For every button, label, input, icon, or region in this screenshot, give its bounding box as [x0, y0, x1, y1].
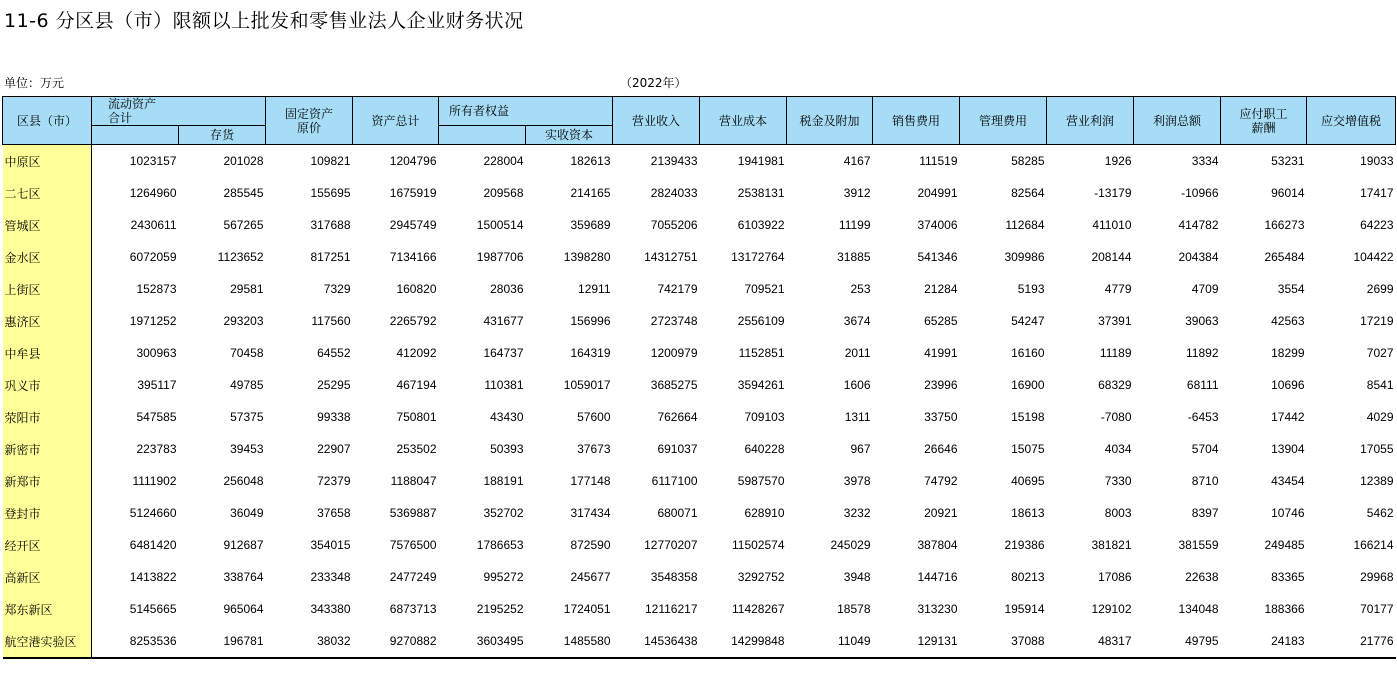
value-cell: 233348: [310, 570, 351, 584]
value-cell: 28036: [490, 282, 524, 296]
value-cell: 49785: [230, 378, 264, 392]
value-cell: 7134166: [389, 250, 437, 264]
value-cell: 912687: [223, 538, 264, 552]
value-cell: 343380: [310, 602, 351, 616]
value-cell: 1971252: [129, 314, 177, 328]
header-region: 区县（市）: [3, 97, 92, 145]
value-cell: -10966: [1181, 186, 1219, 200]
value-cell: 1606: [843, 378, 871, 392]
value-cell: 338764: [223, 570, 264, 584]
value-cell: 1311: [844, 410, 871, 424]
value-cell: 37673: [577, 442, 611, 456]
value-cell: 70458: [230, 346, 264, 360]
value-cell: 4029: [1366, 410, 1394, 424]
value-cell: 640228: [744, 442, 785, 456]
value-cell: 381821: [1091, 538, 1132, 552]
value-cell: 201028: [223, 154, 264, 168]
value-cell: 17442: [1271, 410, 1305, 424]
value-cell: 18613: [1011, 506, 1045, 520]
value-cell: 245029: [830, 538, 871, 552]
value-cell: 37658: [317, 506, 351, 520]
value-cell: 40695: [1011, 474, 1045, 488]
table-row: [3, 305, 1396, 337]
table-row: [3, 465, 1396, 497]
region-cell: 经开区: [3, 529, 92, 561]
value-cell: 112684: [1005, 218, 1045, 232]
value-cell: 1786653: [476, 538, 524, 552]
table-row: [3, 273, 1396, 305]
value-cell: 8397: [1191, 506, 1219, 520]
unit-label: 单位：万元: [4, 76, 65, 90]
value-cell: 160820: [396, 282, 437, 296]
value-cell: 42563: [1271, 314, 1305, 328]
value-cell: 3948: [843, 570, 871, 584]
table-row: [3, 561, 1396, 593]
value-cell: 164737: [483, 346, 524, 360]
region-cell: 上街区: [3, 273, 92, 305]
value-cell: 6873713: [389, 602, 437, 616]
value-cell: 3685275: [650, 378, 698, 392]
value-cell: 134048: [1178, 602, 1219, 616]
value-cell: 1398280: [563, 250, 611, 264]
value-cell: 54247: [1011, 314, 1045, 328]
header-equity-blank: [439, 126, 526, 145]
value-cell: 29581: [230, 282, 264, 296]
value-cell: 21284: [924, 282, 958, 296]
region-cell: 二七区: [3, 177, 92, 209]
table-row: [3, 209, 1396, 241]
header-admin: 管理费用: [960, 97, 1047, 145]
value-cell: 13172764: [731, 250, 785, 264]
value-cell: 43430: [490, 410, 524, 424]
value-cell: 5704: [1191, 442, 1219, 456]
value-cell: 11049: [787, 625, 873, 658]
value-cell: 8710: [1191, 474, 1219, 488]
region-cell: 荥阳市: [3, 401, 92, 433]
table-row: [3, 241, 1396, 273]
value-cell: 709103: [744, 410, 785, 424]
value-cell: 249485: [1264, 538, 1305, 552]
value-cell: 6481420: [129, 538, 177, 552]
value-cell: 37088: [960, 625, 1047, 658]
value-cell: 1413822: [129, 570, 177, 584]
value-cell: 352702: [483, 506, 524, 520]
value-cell: 11199: [838, 218, 871, 232]
value-cell: 317688: [310, 218, 351, 232]
value-cell: 541346: [917, 250, 958, 264]
value-cell: 1152851: [738, 346, 785, 360]
value-cell: 12770207: [644, 538, 698, 552]
value-cell: 8253536: [92, 625, 179, 658]
region-cell: 中牟县: [3, 337, 92, 369]
value-cell: 155695: [310, 186, 351, 200]
header-current-assets: 流动资产 合计: [92, 97, 266, 126]
value-cell: 58285: [1011, 154, 1045, 168]
value-cell: 1123652: [217, 250, 264, 264]
value-cell: 223783: [136, 442, 177, 456]
value-cell: 2011: [844, 346, 871, 360]
value-cell: 16160: [1011, 346, 1045, 360]
value-cell: 12389: [1360, 474, 1394, 488]
value-cell: 14299848: [700, 625, 787, 658]
value-cell: 21776: [1307, 625, 1396, 658]
region-cell: 登封市: [3, 497, 92, 529]
value-cell: 2556109: [737, 314, 785, 328]
value-cell: 204991: [917, 186, 958, 200]
value-cell: 5462: [1366, 506, 1394, 520]
value-cell: 467194: [396, 378, 437, 392]
value-cell: 83365: [1271, 570, 1305, 584]
value-cell: 709521: [744, 282, 785, 296]
value-cell: 2723748: [650, 314, 698, 328]
table-header: [3, 97, 1396, 145]
value-cell: 39063: [1185, 314, 1219, 328]
header-op-profit: 营业利润: [1047, 97, 1134, 145]
value-cell: 5145665: [129, 602, 177, 616]
value-cell: 8541: [1366, 378, 1394, 392]
value-cell: 6072059: [129, 250, 177, 264]
value-cell: 17086: [1098, 570, 1132, 584]
value-cell: 49795: [1134, 625, 1221, 658]
value-cell: 253: [850, 282, 871, 296]
value-cell: 7576500: [389, 538, 437, 552]
value-cell: 33750: [924, 410, 958, 424]
value-cell: 412092: [396, 346, 437, 360]
value-cell: 65285: [924, 314, 958, 328]
value-cell: 208144: [1091, 250, 1132, 264]
value-cell: 359689: [570, 218, 611, 232]
value-cell: 313230: [917, 602, 958, 616]
table-row: [3, 529, 1396, 561]
value-cell: 628910: [744, 506, 785, 520]
value-cell: 82564: [1011, 186, 1045, 200]
value-cell: 31885: [837, 250, 871, 264]
value-cell: 57600: [577, 410, 611, 424]
region-cell: 惠济区: [3, 305, 92, 337]
value-cell: 50393: [490, 442, 524, 456]
value-cell: 64223: [1360, 218, 1394, 232]
value-cell: 129102: [1091, 602, 1132, 616]
value-cell: 1188047: [390, 474, 437, 488]
value-cell: 387804: [917, 538, 958, 552]
header-selling: 销售费用: [873, 97, 960, 145]
value-cell: 195914: [1004, 602, 1045, 616]
value-cell: 164319: [570, 346, 611, 360]
value-cell: 129131: [873, 625, 960, 658]
value-cell: 2430611: [130, 218, 177, 232]
value-cell: 5193: [1017, 282, 1045, 296]
header-cost: 营业成本: [700, 97, 787, 145]
header-equity: 所有者权益: [439, 97, 613, 126]
page-title: 11-6 分区县（市）限额以上批发和零售业法人企业财务状况: [4, 10, 524, 32]
region-cell: 郑东新区: [3, 593, 92, 625]
value-cell: 293203: [223, 314, 264, 328]
header-revenue: 营业收入: [613, 97, 700, 145]
region-cell: 金水区: [3, 241, 92, 273]
value-cell: 228004: [483, 154, 524, 168]
value-cell: 2945749: [389, 218, 437, 232]
table-row: [3, 369, 1396, 401]
value-cell: 2538131: [737, 186, 785, 200]
value-cell: 995272: [483, 570, 524, 584]
value-cell: 37391: [1098, 314, 1132, 328]
value-cell: 18578: [837, 602, 871, 616]
value-cell: 2139433: [650, 154, 698, 168]
value-cell: 12911: [578, 282, 611, 296]
value-cell: 381559: [1178, 538, 1219, 552]
value-cell: 1926: [1104, 154, 1132, 168]
value-cell: 10696: [1271, 378, 1305, 392]
region-cell: 新郑市: [3, 465, 92, 497]
year-label: （2022年）: [620, 76, 687, 90]
header-total-profit: 利润总额: [1134, 97, 1221, 145]
header-fixed-assets: 固定资产 原价: [266, 97, 353, 145]
value-cell: 18299: [1271, 346, 1305, 360]
value-cell: 177148: [570, 474, 611, 488]
value-cell: 64552: [317, 346, 351, 360]
value-cell: -7080: [1100, 410, 1132, 424]
value-cell: 17417: [1360, 186, 1394, 200]
value-cell: 109821: [310, 154, 351, 168]
value-cell: 111519: [919, 154, 958, 168]
value-cell: 354015: [310, 538, 351, 552]
value-cell: 691037: [657, 442, 698, 456]
value-cell: 68329: [1098, 378, 1132, 392]
value-cell: 96014: [1271, 186, 1305, 200]
value-cell: 13904: [1271, 442, 1305, 456]
table-row: [3, 145, 1396, 178]
table-row: [3, 593, 1396, 625]
value-cell: 762664: [657, 410, 698, 424]
value-cell: 1987706: [476, 250, 524, 264]
value-cell: 817251: [310, 250, 351, 264]
value-cell: 2477249: [389, 570, 437, 584]
value-cell: 265484: [1264, 250, 1305, 264]
value-cell: 317434: [570, 506, 611, 520]
value-cell: 7330: [1104, 474, 1132, 488]
header-tax: 税金及附加: [787, 97, 873, 145]
value-cell: 182613: [570, 154, 611, 168]
value-cell: 7055206: [650, 218, 698, 232]
header-paid-in: 实收资本: [526, 126, 613, 145]
value-cell: 1724051: [563, 602, 611, 616]
value-cell: 188191: [483, 474, 524, 488]
value-cell: 1675919: [389, 186, 437, 200]
value-cell: 3232: [843, 506, 871, 520]
value-cell: 29968: [1360, 570, 1394, 584]
value-cell: 204384: [1178, 250, 1219, 264]
table-row: [3, 433, 1396, 465]
value-cell: 166273: [1264, 218, 1305, 232]
region-cell: 航空港实验区: [3, 625, 92, 658]
value-cell: 166214: [1353, 538, 1394, 552]
value-cell: 43454: [1271, 474, 1305, 488]
finance-table: [2, 96, 1396, 659]
value-cell: 750801: [396, 410, 437, 424]
table-body: [3, 145, 1396, 659]
value-cell: 11892: [1186, 346, 1219, 360]
value-cell: 38032: [266, 625, 353, 658]
value-cell: 72379: [317, 474, 351, 488]
value-cell: 1485580: [526, 625, 613, 658]
value-cell: 3548358: [650, 570, 698, 584]
table-row: [3, 625, 1396, 658]
value-cell: 14312751: [644, 250, 698, 264]
value-cell: 74792: [924, 474, 958, 488]
value-cell: 3594261: [737, 378, 785, 392]
table-row: [3, 177, 1396, 209]
value-cell: 17055: [1360, 442, 1394, 456]
value-cell: 3554: [1277, 282, 1305, 296]
value-cell: 374006: [917, 218, 958, 232]
value-cell: 39453: [230, 442, 264, 456]
value-cell: 68111: [1186, 378, 1219, 392]
value-cell: 567265: [223, 218, 264, 232]
value-cell: 431677: [483, 314, 524, 328]
value-cell: 1111902: [132, 474, 177, 488]
value-cell: 3674: [843, 314, 871, 328]
region-cell: 巩义市: [3, 369, 92, 401]
value-cell: 12116217: [645, 602, 698, 616]
value-cell: 209568: [483, 186, 524, 200]
value-cell: 23996: [924, 378, 958, 392]
value-cell: 8003: [1104, 506, 1132, 520]
value-cell: 214165: [570, 186, 611, 200]
value-cell: 11189: [1099, 346, 1132, 360]
value-cell: 4709: [1191, 282, 1219, 296]
value-cell: 7329: [323, 282, 351, 296]
header-total-assets: 资产总计: [353, 97, 439, 145]
value-cell: 24183: [1221, 625, 1307, 658]
value-cell: 2699: [1366, 282, 1394, 296]
value-cell: 3912: [843, 186, 871, 200]
region-cell: 高新区: [3, 561, 92, 593]
value-cell: 309986: [1004, 250, 1045, 264]
table-row: [3, 497, 1396, 529]
value-cell: 2195252: [476, 602, 524, 616]
value-cell: 7027: [1366, 346, 1394, 360]
value-cell: 48317: [1047, 625, 1134, 658]
region-cell: 管城区: [3, 209, 92, 241]
value-cell: 19033: [1360, 154, 1394, 168]
value-cell: 680071: [657, 506, 698, 520]
value-cell: 53231: [1271, 154, 1305, 168]
value-cell: 41991: [924, 346, 958, 360]
header-inventory: 存货: [179, 126, 266, 145]
value-cell: -6453: [1187, 410, 1219, 424]
value-cell: 26646: [924, 442, 958, 456]
value-cell: 110381: [484, 378, 524, 392]
value-cell: 300963: [136, 346, 177, 360]
value-cell: 156996: [570, 314, 611, 328]
value-cell: 11502574: [732, 538, 785, 552]
value-cell: 15075: [1011, 442, 1045, 456]
header-current-assets-blank: [92, 126, 179, 145]
table-row: [3, 337, 1396, 369]
value-cell: 547585: [136, 410, 177, 424]
value-cell: 1059017: [563, 378, 611, 392]
value-cell: 253502: [396, 442, 437, 456]
value-cell: 9270882: [353, 625, 439, 658]
value-cell: 80213: [1011, 570, 1045, 584]
value-cell: 15198: [1011, 410, 1045, 424]
value-cell: 3292752: [737, 570, 785, 584]
value-cell: 17219: [1360, 314, 1394, 328]
value-cell: -13179: [1094, 186, 1132, 200]
value-cell: 6103922: [737, 218, 785, 232]
value-cell: 117560: [311, 314, 351, 328]
value-cell: 1941981: [737, 154, 785, 168]
value-cell: 395117: [137, 378, 177, 392]
value-cell: 742179: [657, 282, 698, 296]
value-cell: 196781: [179, 625, 266, 658]
value-cell: 6117100: [651, 474, 698, 488]
value-cell: 1264960: [129, 186, 177, 200]
value-cell: 99338: [317, 410, 351, 424]
value-cell: 967: [850, 442, 871, 456]
value-cell: 245677: [570, 570, 611, 584]
value-cell: 1200979: [650, 346, 698, 360]
value-cell: 5124660: [129, 506, 177, 520]
header-payroll: 应付职工 薪酬: [1221, 97, 1307, 145]
value-cell: 414782: [1178, 218, 1219, 232]
value-cell: 219386: [1004, 538, 1045, 552]
value-cell: 144716: [917, 570, 958, 584]
value-cell: 4034: [1104, 442, 1132, 456]
region-cell: 新密市: [3, 433, 92, 465]
value-cell: 411010: [1092, 218, 1132, 232]
value-cell: 22907: [317, 442, 351, 456]
table-row: [3, 401, 1396, 433]
value-cell: 1500514: [476, 218, 524, 232]
value-cell: 2265792: [389, 314, 437, 328]
header-vat: 应交增值税: [1307, 97, 1396, 145]
value-cell: 57375: [230, 410, 264, 424]
value-cell: 5369887: [389, 506, 437, 520]
region-cell: 中原区: [3, 145, 92, 178]
value-cell: 5987570: [737, 474, 785, 488]
value-cell: 20921: [924, 506, 958, 520]
value-cell: 872590: [570, 538, 611, 552]
value-cell: 1204796: [389, 154, 437, 168]
value-cell: 256048: [223, 474, 264, 488]
value-cell: 10746: [1271, 506, 1305, 520]
value-cell: 70177: [1360, 602, 1394, 616]
value-cell: 4167: [843, 154, 871, 168]
value-cell: 4779: [1104, 282, 1132, 296]
value-cell: 3603495: [439, 625, 526, 658]
value-cell: 2824033: [650, 186, 698, 200]
value-cell: 25295: [317, 378, 351, 392]
value-cell: 152873: [136, 282, 177, 296]
value-cell: 285545: [223, 186, 264, 200]
value-cell: 36049: [230, 506, 264, 520]
value-cell: 104422: [1353, 250, 1394, 264]
value-cell: 22638: [1185, 570, 1219, 584]
value-cell: 965064: [223, 602, 264, 616]
value-cell: 14536438: [613, 625, 700, 658]
value-cell: 3978: [843, 474, 871, 488]
value-cell: 16900: [1011, 378, 1045, 392]
value-cell: 188366: [1264, 602, 1305, 616]
value-cell: 1023157: [129, 154, 177, 168]
value-cell: 11428267: [732, 602, 785, 616]
value-cell: 3334: [1191, 154, 1219, 168]
